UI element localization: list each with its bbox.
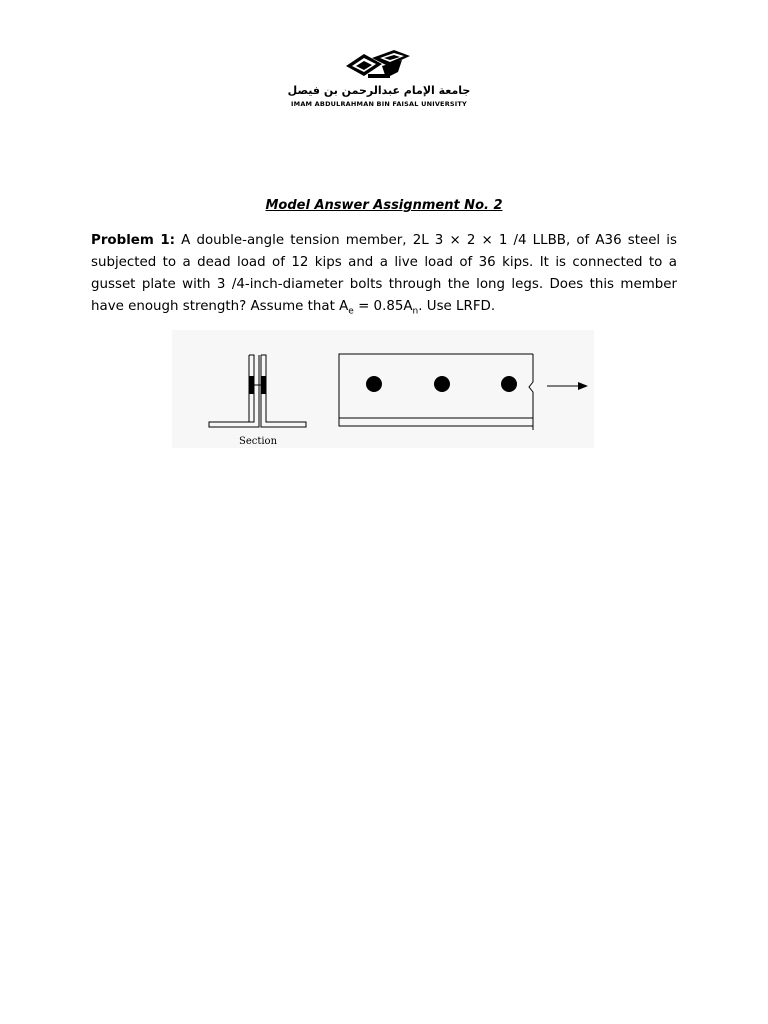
- problem-1-paragraph: [91, 230, 677, 318]
- university-name-english: IMAM ABDULRAHMAN BIN FAISAL UNIVERSITY: [291, 100, 467, 108]
- double-angle-section: [209, 355, 306, 427]
- problem-1-text-c: . Use LRFD.: [418, 299, 496, 314]
- university-name-arabic: جامعة الإمام عبدالرحمن بن فيصل: [287, 84, 471, 97]
- gusset-plate-section: [249, 376, 254, 394]
- gusset-plate-section-right: [261, 376, 266, 394]
- problem-1-text-a: A double-angle tension member, 2L 3 × 2 × 1 /4 LLBB, of A36 steel is subjected to a dead load of 12 kips and a live load of 36 kips. It is connected to a gusset plate with 3 /4-inch-diameter bolts through the long legs. Does this member have enough strength? Assume that A: [91, 233, 677, 314]
- university-emblem-icon: [342, 48, 414, 84]
- connection-figure: [172, 330, 594, 448]
- university-logo: [270, 48, 488, 112]
- section-caption: Section: [238, 436, 278, 447]
- problem-1-sub-e: e: [348, 306, 354, 317]
- problem-1-label: Problem 1:: [91, 233, 176, 248]
- problem-1-sub-n: n: [412, 306, 419, 317]
- bolt-hole: [434, 376, 450, 392]
- document-title: Model Answer Assignment No. 2: [265, 198, 503, 213]
- bolt-hole: [366, 376, 382, 392]
- problem-1-text-b: = 0.85A: [353, 299, 413, 314]
- tension-arrow-icon: [547, 382, 588, 390]
- angle-elevation: [339, 354, 533, 430]
- bolt-hole: [501, 376, 517, 392]
